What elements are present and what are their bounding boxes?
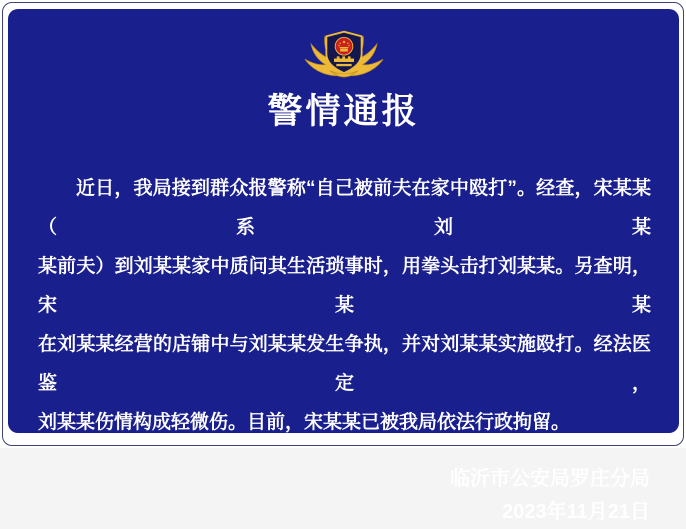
- signature-block: [8, 463, 679, 529]
- issuing-authority: 临沂市公安局罗庄分局: [450, 468, 650, 490]
- body-line-2: 某前夫）到刘某某家中质问其生活琐事时，用拳头击打刘某某。另查明，宋某某: [38, 256, 651, 316]
- body-line-3: 在刘某某经营的店铺中与刘某某发生争执，并对刘某某实施殴打。经法医鉴定，: [38, 334, 651, 394]
- issue-date: 2023年11月21日: [502, 501, 650, 523]
- notice-panel: [8, 9, 679, 523]
- body-line-4: 刘某某伤情构成轻微伤。目前，宋某某已被我局依法行政拘留。: [38, 412, 571, 433]
- notice-title: 警情通报: [267, 92, 420, 131]
- police-badge-icon: [298, 26, 390, 88]
- notice-body: [8, 169, 679, 442]
- body-line-1: 近日，我局接到群众报警称“自己被前夫在家中殴打”。经查，宋某某（系刘某: [38, 178, 651, 238]
